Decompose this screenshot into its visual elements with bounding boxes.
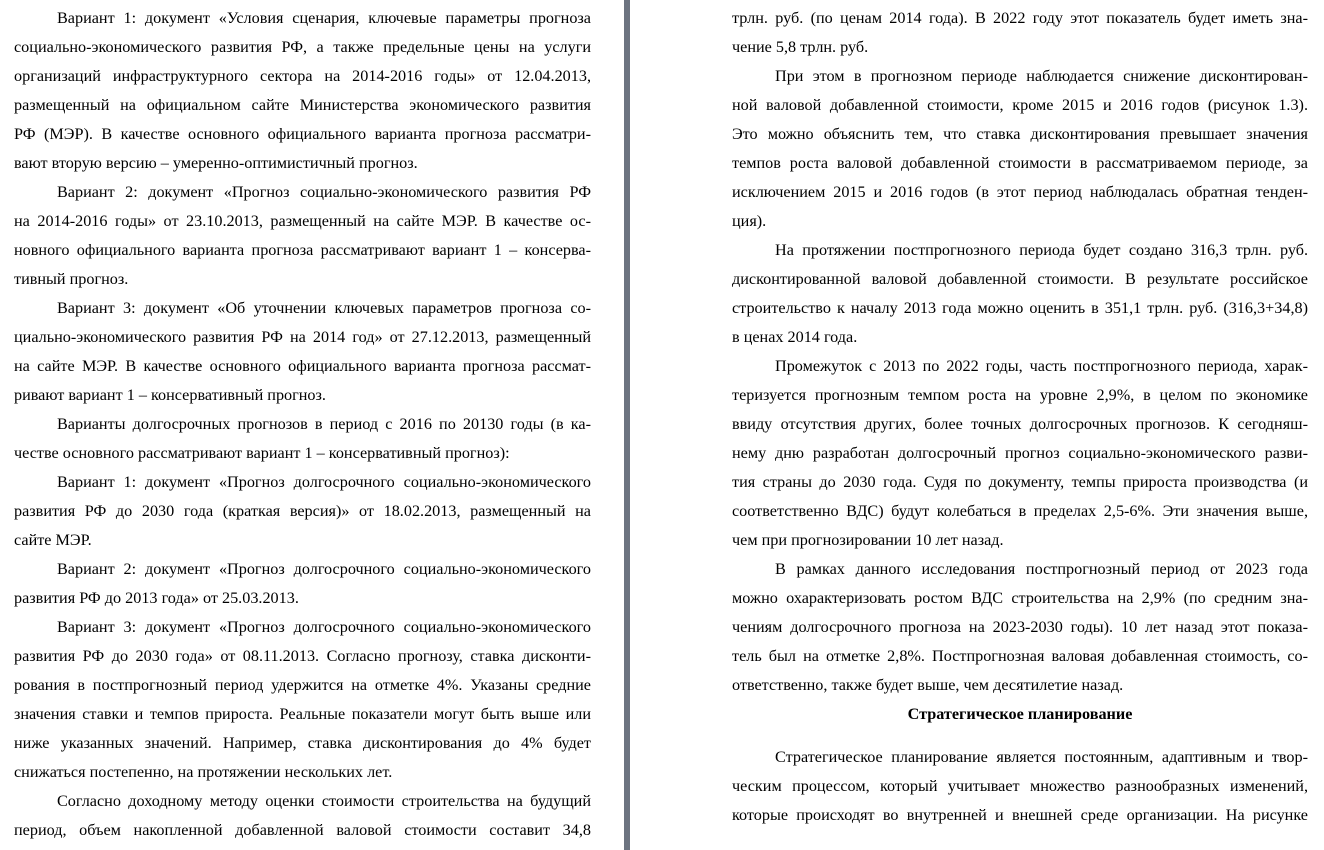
heading-gap: [732, 729, 1308, 739]
text-line: При этом в прогнозном периоде наблюдается снижение дисконтирован-: [775, 67, 1308, 85]
text-line: ривают вариант 1 – консервативный прогноз.: [14, 386, 326, 404]
text-line: соответственно ВДС) будут колебаться в пределах 2,5-6%. Эти значения выше,: [732, 502, 1308, 520]
text-line: развития РФ до 2030 года» от 08.11.2013. Согласно прогнозу, ставка дисконти-: [14, 647, 591, 665]
right-page-text-before-heading: [732, 4, 1308, 700]
right-page: [630, 0, 1324, 850]
text-line: снижаться постепенно, на протяжении нескольких лет.: [14, 763, 393, 781]
text-line: развития РФ до 2030 года (краткая версия)» от 18.02.2013, размещенный на: [14, 502, 591, 520]
text-line: период, объем накопленной добавленной валовой стоимости составит 34,8: [14, 821, 591, 839]
text-line: тель был на отметке 2,8%. Постпрогнозная валовая добавленная стоимость, со-: [732, 647, 1308, 665]
text-line: Согласно доходному методу оценки стоимости строительства на будущий: [57, 792, 591, 810]
text-line: можно охарактеризовать ростом ВДС строительства на 2,9% (по средним зна-: [732, 589, 1308, 607]
text-line: новного официального варианта прогноза рассматривают вариант 1 – консерва-: [14, 241, 591, 259]
text-line: ответственно, также будет выше, чем десятилетие назад.: [732, 676, 1124, 694]
text-line: размещенный на официальном сайте Министерства экономического развития: [14, 96, 591, 114]
text-line: тия страны до 2030 года. Судя по документу, темпы прироста производства (и: [732, 473, 1308, 491]
text-line: ниже указанных значений. Например, ставка дисконтирования до 4% будет: [14, 734, 591, 752]
text-line: чениям долгосрочного прогноза на 2023-2030 годы). 10 лет назад этот показа-: [732, 618, 1308, 636]
section-heading: Стратегическое планирование: [907, 705, 1133, 723]
text-line: ческим процессом, который учитывает множество разнообразных изменений,: [732, 777, 1308, 795]
text-line: рования в постпрогнозный период удержится на отметке 4%. Указаны средние: [14, 676, 591, 694]
text-line: чение 5,8 трлн. руб.: [732, 38, 869, 56]
text-line: ция).: [732, 212, 767, 230]
text-line: Вариант 3: документ «Об уточнении ключевых параметров прогноза со-: [57, 299, 591, 317]
text-line: ной валовой добавленной стоимости, кроме 2015 и 2016 годов (рисунок 1.3).: [732, 96, 1308, 114]
text-line: темпов роста валовой добавленной стоимости в рассматриваемом периоде, за: [732, 154, 1308, 172]
text-line: тивный прогноз.: [14, 270, 129, 288]
right-page-text-after-heading: [732, 743, 1308, 830]
text-line: сайте МЭР.: [14, 531, 92, 549]
left-page: [0, 0, 624, 850]
text-line: организаций инфраструктурного сектора на 2014-2016 годы» от 12.04.2013,: [14, 67, 591, 85]
text-line: значения ставки и темпов прироста. Реальные показатели могут быть выше или: [14, 705, 591, 723]
text-line: на 2014-2016 годы» от 23.10.2013, размещенный на сайте МЭР. В качестве ос-: [14, 212, 591, 230]
text-line: чем при прогнозировании 10 лет назад.: [732, 531, 1004, 549]
text-line: честве основного рассматривают вариант 1 – консервативный прогноз):: [14, 444, 510, 462]
text-line: Вариант 1: документ «Условия сценария, ключевые параметры прогноза: [57, 9, 591, 27]
text-line: теризуется прогнозным темпом роста на уровне 2,9%, в целом по экономике: [732, 386, 1308, 404]
text-line: развития РФ до 2013 года» от 25.03.2013.: [14, 589, 299, 607]
text-line: в ценах 2014 года.: [732, 328, 858, 346]
text-line: трлн. руб. (по ценам 2014 года). В 2022 году этот показатель будет иметь зна-: [732, 9, 1308, 27]
text-line: На протяжении постпрогнозного периода будет создано 316,3 трлн. руб.: [775, 241, 1308, 259]
text-line: Вариант 2: документ «Прогноз социально-экономического развития РФ: [57, 183, 591, 201]
text-line: Это можно объяснить тем, что ставка дисконтирования превышает значения: [732, 125, 1308, 143]
text-line: Стратегическое планирование является постоянным, адаптивным и твор-: [775, 748, 1308, 766]
text-line: Вариант 1: документ «Прогноз долгосрочного социально-экономического: [57, 473, 591, 491]
text-line: социально-экономического развития РФ, а также предельные цены на услуги: [14, 38, 591, 56]
text-line: которые происходят во внутренней и внешней среде организации. На рисунке: [732, 806, 1308, 824]
text-line: строительство к началу 2013 года можно оценить в 351,1 трлн. руб. (316,3+34,8): [732, 299, 1308, 317]
text-line: Промежуток с 2013 по 2022 годы, часть постпрогнозного периода, харак-: [775, 357, 1308, 375]
text-line: ввиду отсутствия других, более точных долгосрочных прогнозов. К сегодняш-: [732, 415, 1308, 433]
text-line: исключением 2015 и 2016 годов (в этот период наблюдалась обратная тенден-: [732, 183, 1308, 201]
text-line: вают вторую версию – умеренно-оптимистичный прогноз.: [14, 154, 418, 172]
text-line: Варианты долгосрочных прогнозов в период с 2016 по 20130 годы (в ка-: [57, 415, 591, 433]
text-line: Вариант 3: документ «Прогноз долгосрочного социально-экономического: [57, 618, 591, 636]
text-line: РФ (МЭР). В качестве основного официального варианта прогноза рассматри-: [14, 125, 591, 143]
text-line: Вариант 2: документ «Прогноз долгосрочного социально-экономического: [57, 560, 591, 578]
text-line: на сайте МЭР. В качестве основного официального варианта прогноза рассмат-: [14, 357, 591, 375]
text-line: нему дню разработан долгосрочный прогноз социально-экономического разви-: [732, 444, 1308, 462]
text-line: циально-экономического развития РФ на 2014 год» от 27.12.2013, размещенный: [14, 328, 591, 346]
left-page-text: [14, 4, 591, 845]
text-line: дисконтированной валовой добавленной стоимости. В результате российское: [732, 270, 1308, 288]
text-line: В рамках данного исследования постпрогнозный период от 2023 года: [775, 560, 1308, 578]
